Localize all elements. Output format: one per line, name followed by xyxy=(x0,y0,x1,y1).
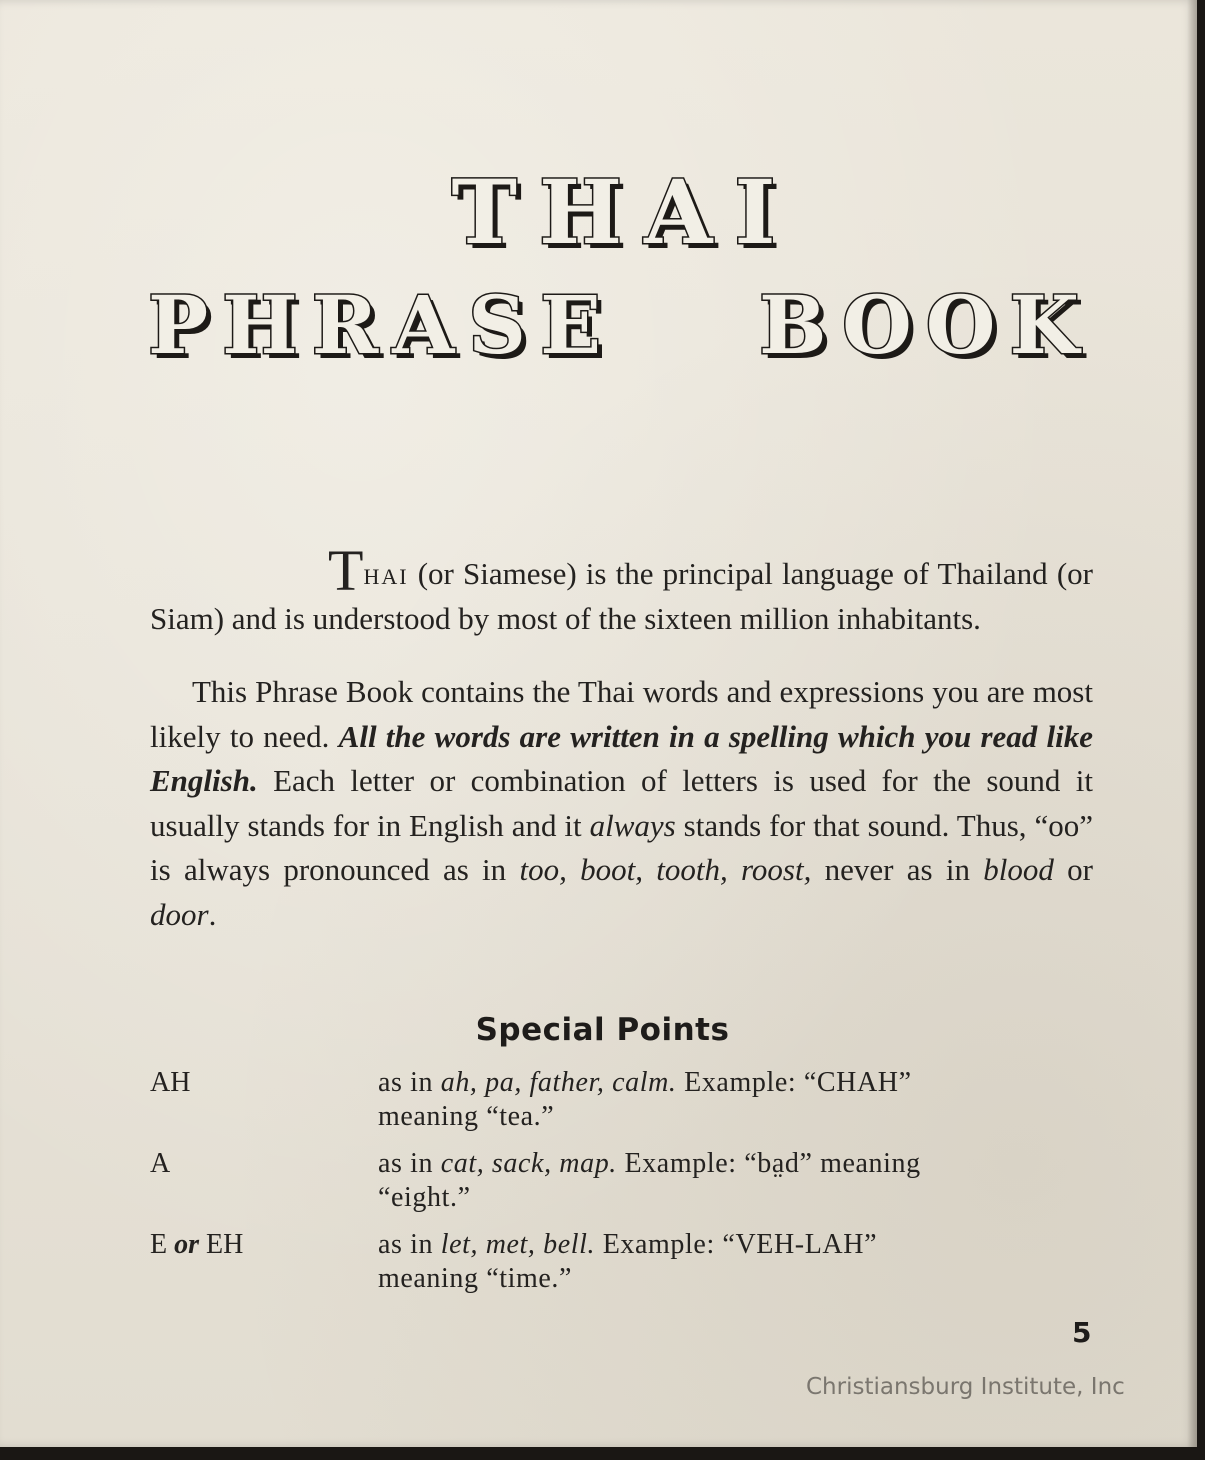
as-in-text: as in xyxy=(378,1148,441,1179)
point-example: Example: “VEH-LAH” xyxy=(595,1229,878,1260)
special-points-heading: Special Points xyxy=(475,1012,730,1048)
drop-cap: T xyxy=(328,538,364,603)
point-key xyxy=(150,1228,370,1262)
intro-paragraph-2 xyxy=(150,670,1093,937)
point-example: Example: “ba̤d” meaning xyxy=(616,1148,921,1179)
para2-text-end: . xyxy=(208,896,217,932)
para2-text-a: This Phrase Book contains the Thai words and expressions you are most likely to need. xyxy=(150,674,1093,754)
point-key-a: E xyxy=(150,1229,175,1260)
point-examples: ah, pa, father, calm. xyxy=(440,1067,677,1098)
point-key: AH xyxy=(150,1067,191,1098)
blood-example: blood xyxy=(983,852,1054,887)
point-key-or: or xyxy=(174,1229,200,1260)
point-key-b: EH xyxy=(199,1229,244,1260)
point-meaning: meaning “tea.” xyxy=(378,1101,555,1132)
point-description xyxy=(378,1066,1086,1134)
always-emphasis: always xyxy=(589,807,676,843)
as-in-text: as in xyxy=(378,1067,441,1098)
page-number: 5 xyxy=(1072,1316,1092,1349)
watermark: Christiansburg Institute, Inc xyxy=(806,1374,1125,1400)
title-phrase-book: PHRASE BOOK xyxy=(148,278,1093,372)
title-thai: THAI xyxy=(451,160,798,264)
para2-text-d: never as in xyxy=(811,852,984,887)
para2-text-b: Each letter or combination of letters is used for the sound it usually stands for in English and it xyxy=(150,763,1093,843)
oo-examples: too, boot, tooth, roost, xyxy=(519,852,812,887)
door-example: door xyxy=(150,896,209,932)
para2-text-or: or xyxy=(1053,852,1093,887)
as-in-text: as in xyxy=(378,1229,441,1260)
point-meaning: “eight.” xyxy=(378,1182,471,1213)
dropcap-rest: hai xyxy=(363,556,409,591)
para2-text-c: stands for that sound. Thus, “oo” is always pronounced as in xyxy=(150,807,1093,887)
point-meaning: meaning “time.” xyxy=(378,1263,573,1294)
intro-paragraph-1 xyxy=(150,536,1093,641)
point-example: Example: “CHAH” xyxy=(676,1067,912,1098)
spelling-emphasis: All the words are written in a spelling which you read like English. xyxy=(150,718,1093,798)
point-description xyxy=(378,1147,1086,1215)
intro-paragraph-1-text: (or Siamese) is the principal language of Thailand (or Siam) and is understood by most of the sixteen million inhabitants. xyxy=(150,556,1093,636)
point-examples: let, met, bell. xyxy=(440,1229,596,1260)
point-key: A xyxy=(150,1148,171,1179)
point-description xyxy=(378,1228,1086,1296)
point-examples: cat, sack, map. xyxy=(440,1148,617,1179)
